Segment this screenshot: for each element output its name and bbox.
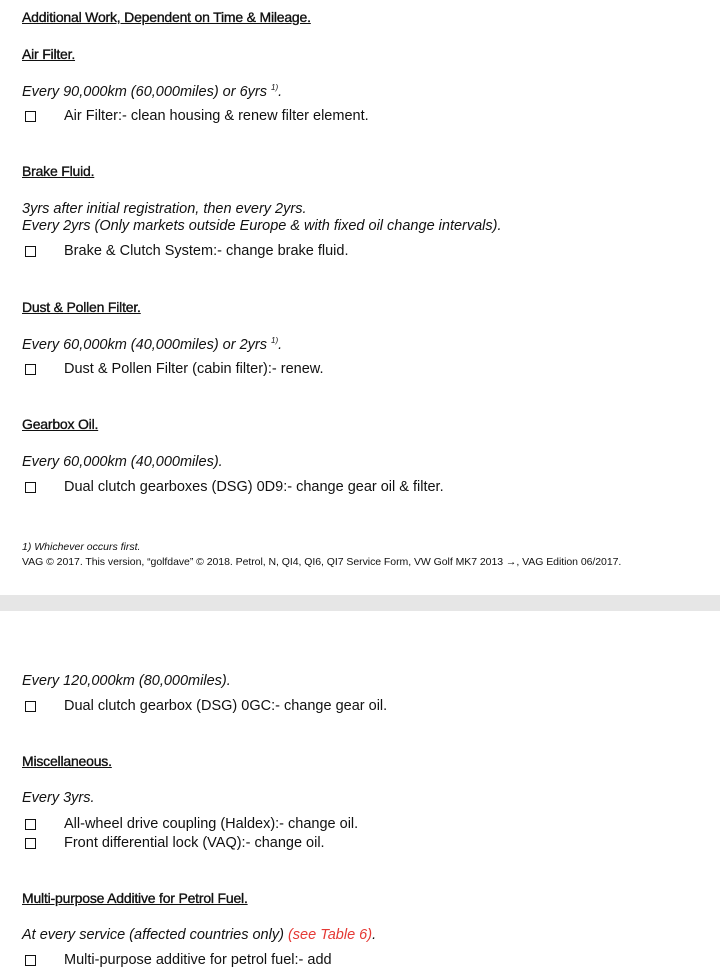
table-6-link[interactable]: (see Table 6) xyxy=(287,927,373,943)
item-air-filter: Air Filter:- clean housing & renew filter element. xyxy=(64,108,369,124)
checkbox-air-filter[interactable] xyxy=(25,111,36,122)
interval-text: Every 90,000km (60,000miles) or 6yrs xyxy=(22,84,267,100)
page-title: Additional Work, Dependent on Time & Mileage. xyxy=(22,9,311,25)
item-gearbox-oil: Dual clutch gearboxes (DSG) 0D9:- change gear oil & filter. xyxy=(64,479,444,495)
interval-end: . xyxy=(372,927,377,943)
interval-air-filter xyxy=(22,83,282,100)
item-brake-fluid: Brake & Clutch System:- change brake fluid. xyxy=(64,243,349,259)
page-2 xyxy=(0,611,720,975)
item-pollen-filter: Dust & Pollen Filter (cabin filter):- renew. xyxy=(64,361,324,377)
item-additive: Multi-purpose additive for petrol fuel:- add xyxy=(64,952,332,968)
item-gearbox-oil-cont: Dual clutch gearbox (DSG) 0GC:- change gear oil. xyxy=(64,698,388,714)
interval-end: . xyxy=(278,84,283,100)
interval-brake-fluid-2: Every 2yrs (Only markets outside Europe & with fixed oil change intervals). xyxy=(22,218,502,234)
interval-gearbox-oil: Every 60,000km (40,000miles). xyxy=(22,454,223,470)
heading-gearbox-oil: Gearbox Oil. xyxy=(22,416,99,432)
footnote: 1) Whichever occurs first. xyxy=(22,541,141,553)
checkbox-haldex[interactable] xyxy=(25,819,36,830)
heading-misc: Miscellaneous. xyxy=(22,753,112,769)
heading-air-filter: Air Filter. xyxy=(22,46,76,62)
copyright-line: VAG © 2017. This version, “golfdave” © 2018. Petrol, N, QI4, QI6, QI7 Service Form, VW Golf MK7 2013 →, VAG Edition 06/2017. xyxy=(22,556,622,568)
checkbox-additive[interactable] xyxy=(25,955,36,966)
checkbox-gearbox-oil-cont[interactable] xyxy=(25,701,36,712)
interval-text: At every service (affected countries only) xyxy=(22,927,284,943)
checkbox-vaq[interactable] xyxy=(25,838,36,849)
interval-text: Every 60,000km (40,000miles) or 2yrs xyxy=(22,337,267,353)
heading-additive: Multi-purpose Additive for Petrol Fuel. xyxy=(22,890,248,906)
interval-additive xyxy=(22,927,376,943)
interval-gearbox-oil-cont: Every 120,000km (80,000miles). xyxy=(22,673,231,689)
item-haldex: All-wheel drive coupling (Haldex):- change oil. xyxy=(64,816,359,832)
page-separator xyxy=(0,595,720,611)
interval-brake-fluid-1: 3yrs after initial registration, then every 2yrs. xyxy=(22,201,307,217)
heading-pollen-filter: Dust & Pollen Filter. xyxy=(22,299,141,315)
interval-misc: Every 3yrs. xyxy=(22,790,95,806)
heading-brake-fluid: Brake Fluid. xyxy=(22,163,95,179)
footnote-ref: 1) xyxy=(271,83,279,92)
footnote-ref: 1) xyxy=(271,336,279,345)
checkbox-gearbox-oil[interactable] xyxy=(25,482,36,493)
interval-end: . xyxy=(278,337,283,353)
checkbox-pollen-filter[interactable] xyxy=(25,364,36,375)
item-vaq: Front differential lock (VAQ):- change oil. xyxy=(64,835,325,851)
interval-pollen-filter xyxy=(22,336,282,353)
checkbox-brake-fluid[interactable] xyxy=(25,246,36,257)
